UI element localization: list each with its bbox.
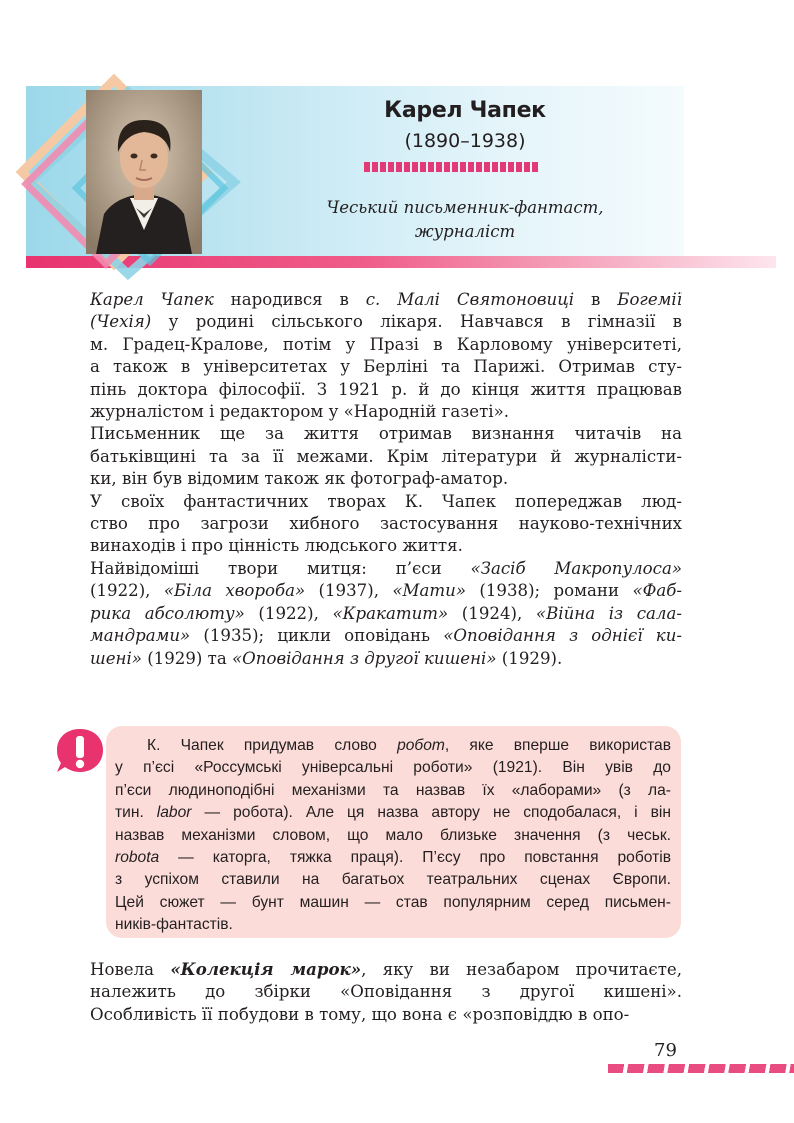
text-run: (Чехія): [90, 312, 152, 332]
text-run: (1938); романи: [465, 581, 633, 601]
text-run: ників-фантастів.: [115, 916, 233, 934]
text-run: (1935); цикли оповідань: [190, 626, 444, 646]
author-description-line: Чеський письменник-фантаст,: [326, 198, 604, 217]
text-run: ки, він був відомим також як фотограф-аматор.: [90, 469, 509, 489]
text-line: [115, 735, 671, 757]
text-line: [90, 558, 682, 580]
text-line: [90, 379, 682, 401]
text-run: labor: [156, 804, 192, 822]
text-run: п’єси людиноподібні механізми та назвав їх «лаборами» (з ла-: [115, 781, 671, 799]
text-line: [90, 356, 682, 378]
text-run: «Мати»: [392, 581, 466, 601]
text-run: «Колекція марок»: [170, 959, 362, 979]
text-line: [115, 802, 671, 824]
story-intro-text: [90, 958, 682, 1026]
text-run: Новела: [90, 960, 171, 979]
author-years: (1890–1938): [404, 130, 526, 152]
text-run: «Кракатит»: [332, 603, 449, 623]
text-run: рика абсолюту»: [90, 603, 245, 623]
text-line: [90, 468, 682, 490]
text-run: «Оповідання з однієї ки-: [443, 626, 682, 646]
callout-text: [115, 735, 671, 937]
author-description-line: журналіст: [414, 222, 516, 241]
text-run: Цей сюжет — бунт машин — став популярним серед письмен-: [115, 893, 671, 911]
text-line: [90, 580, 682, 602]
text-line: [90, 334, 682, 356]
text-run: Карел Чапек: [90, 290, 214, 309]
text-line: [90, 648, 682, 670]
text-run: — робота). Але ця назва автору не сподобалася, і він: [191, 804, 671, 822]
text-line: [90, 513, 682, 535]
text-line: [90, 289, 682, 311]
text-run: Богемії: [617, 290, 682, 309]
text-run: К. Чапек придумав слово: [147, 737, 398, 754]
text-run: «Біла хвороба»: [163, 581, 306, 601]
text-run: Письменник ще за життя отримав визнання читачів на: [90, 424, 682, 444]
text-run: пінь доктора філософії. З 1921 р. й до кінця життя працював: [90, 379, 682, 399]
text-run: «Війна із сала-: [535, 603, 682, 623]
text-line: [115, 892, 671, 914]
text-run: м. Градец-Кралове, потім у Празі в Карловому університеті,: [90, 334, 682, 354]
text-run: народився в: [213, 290, 366, 309]
text-line: [90, 625, 682, 647]
text-run: , яке вперше використав: [444, 737, 671, 754]
author-description: [270, 196, 660, 244]
text-run: у п’єсі «Россумські універсальні роботи» (1921). Він увів до: [115, 759, 671, 777]
text-run: (1937),: [305, 581, 393, 601]
text-run: «Оповідання з другої кишені»: [232, 648, 497, 668]
paragraph-works: [90, 558, 682, 670]
text-run: (1929) та: [141, 648, 233, 668]
text-line: [90, 311, 682, 333]
author-name: Карел Чапек: [384, 98, 546, 123]
text-run: батьківщині та за її межами. Крім літератури й журналісти-: [90, 446, 682, 466]
text-run: ство про загрози хибного застосування науково-технічних: [90, 514, 682, 534]
author-portrait: [86, 90, 202, 254]
text-line: [90, 535, 682, 557]
text-line: [115, 780, 671, 802]
page-number: 79: [654, 1040, 677, 1061]
text-line: [115, 847, 671, 869]
text-run: (1922),: [90, 581, 164, 601]
text-run: «Фаб-: [632, 581, 682, 601]
text-run: (1929).: [496, 648, 563, 668]
paragraph-recognition: [90, 423, 682, 490]
text-line: [115, 869, 671, 891]
text-run: в: [574, 290, 618, 309]
biography-text: [90, 289, 682, 670]
paragraph-biography: [90, 289, 682, 423]
text-run: шені»: [90, 648, 142, 668]
text-run: Найвідоміші твори митця: п’єси: [90, 558, 471, 578]
text-line: [115, 914, 671, 936]
text-line: [90, 423, 682, 445]
paragraph-story-intro: [90, 958, 682, 1026]
text-run: с. Малі Святоновиці: [365, 290, 575, 309]
exclamation-icon: [54, 726, 106, 776]
text-run: належить до збірки «Оповідання з другої кишені».: [90, 982, 682, 1002]
text-line: [90, 958, 682, 981]
text-line: [90, 1004, 682, 1026]
text-line: [90, 401, 682, 423]
paragraph-themes: [90, 491, 682, 558]
text-run: (1924),: [448, 603, 536, 623]
text-line: [90, 491, 682, 513]
text-run: — каторга, тяжка праця). П’єсу про повстання роботів: [159, 849, 671, 867]
text-line: [115, 825, 671, 847]
text-run: Особливість її побудови в тому, що вона є «розповіддю в опо-: [90, 1004, 630, 1024]
text-run: винаходів і про цінність людського життя.: [90, 536, 463, 556]
text-run: «Засіб Макропулоса»: [470, 558, 682, 578]
text-run: робот: [397, 737, 445, 754]
text-run: назвав механізми словом, що мало близьке значення (з чеськ.: [115, 826, 671, 844]
text-line: [90, 981, 682, 1003]
text-run: robota: [115, 849, 160, 867]
text-run: а також в університетах у Берліні та Парижі. Отримав сту-: [90, 357, 682, 377]
text-run: мандрами»: [90, 626, 191, 646]
text-line: [115, 757, 671, 779]
text-run: (1922),: [244, 603, 333, 623]
text-run: з успіхом ставили на багатьох театральних сценах Європи.: [115, 871, 671, 889]
text-run: , яку ви незабаром прочитаєте,: [361, 960, 682, 979]
text-run: журналістом і редактором у «Народній газеті».: [90, 402, 510, 422]
text-run: тин.: [115, 804, 157, 822]
text-run: У своїх фантастичних творах К. Чапек попереджав люд-: [90, 491, 682, 511]
dashed-divider: [364, 162, 540, 172]
text-run: у родині сільського лікаря. Навчався в гімназії в: [151, 312, 682, 332]
text-line: [90, 446, 682, 468]
author-header: [0, 0, 794, 280]
text-line: [90, 603, 682, 625]
footer-stripe-decoration: [608, 1064, 794, 1073]
